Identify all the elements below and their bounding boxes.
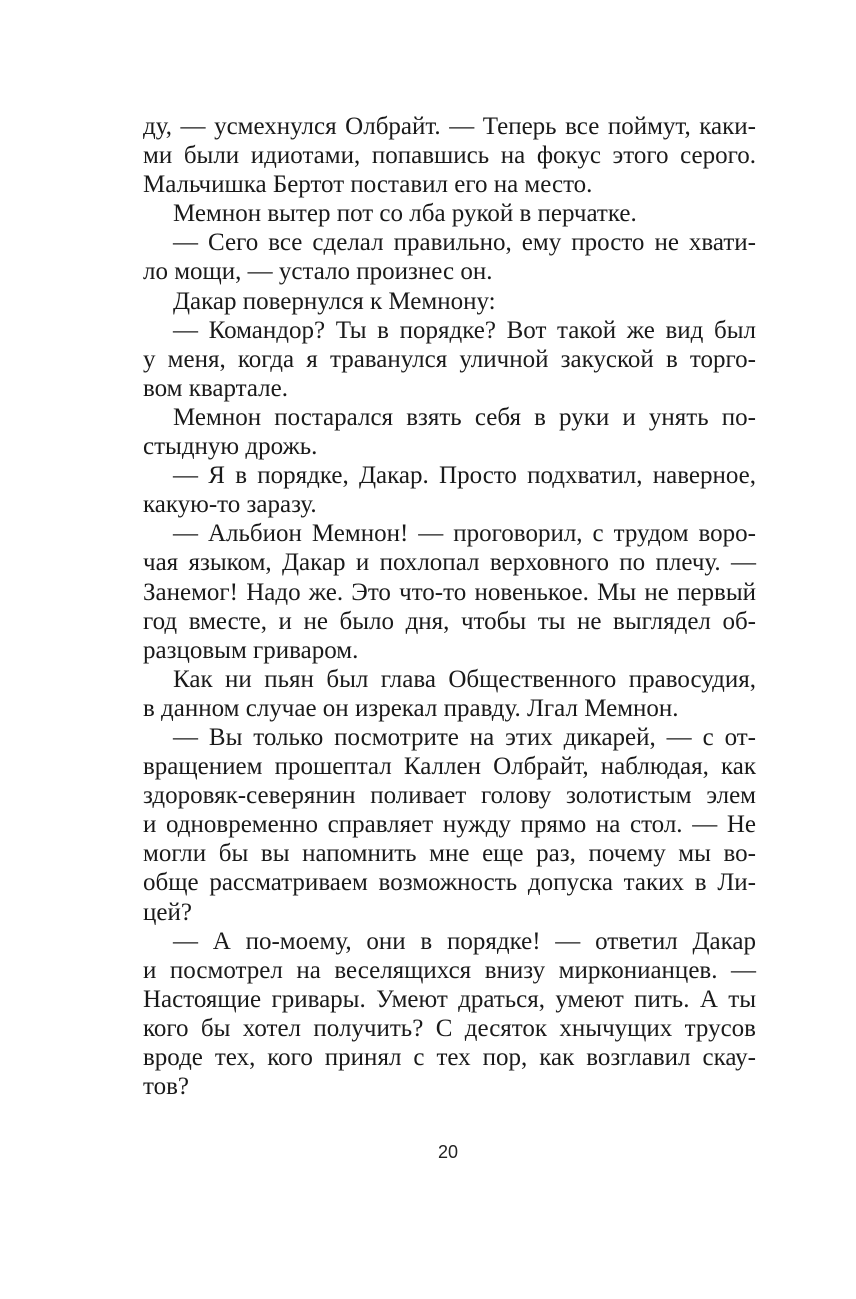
text-line: и посмотрел на веселящихся внизу мирконианцев. — [143, 956, 756, 984]
text-line: вом квартале. [143, 374, 288, 402]
text-line: в данном случае он изрекал правду. Лгал Мемнон. [143, 694, 679, 722]
text-line: — Сего все сделал правильно, ему просто не хвати- [173, 229, 756, 257]
text-line: Дакар повернулся к Мемнону: [173, 287, 496, 315]
text-line: вроде тех, кого принял с тех пор, как возглавил скау- [143, 1044, 756, 1071]
text-line: обще рассматриваем возможность допуска таких в Ли- [143, 869, 756, 897]
text-line: — Командор? Ты в порядке? Вот такой же вид был [173, 316, 756, 344]
text-line: ми были идиотами, попавшись на фокус этого серого. [143, 142, 756, 170]
text-line: какую-то заразу. [143, 491, 317, 519]
text-line: стыдную дрожь. [143, 433, 318, 461]
text-line: Занемог! Надо же. Это что-то новенькое. Мы не первый [143, 578, 756, 606]
text-line: Мемнон вытер пот со лба рукой в перчатке. [173, 200, 637, 228]
text-line: здоровяк-северянин поливает голову золотистым элем [143, 782, 756, 810]
text-line: чая языком, Дакар и похлопал верховного по плечу. — [143, 549, 756, 577]
text-line: вращением прошептал Каллен Олбрайт, наблюдая, как [143, 753, 756, 781]
page-number: 20 [437, 1142, 459, 1162]
body-text [143, 112, 756, 1101]
text-line: Настоящие гривары. Умеют драться, умеют пить. А ты [143, 985, 756, 1013]
text-line: кого бы хотел получить? С десяток хнычущих трусов [143, 1014, 756, 1042]
text-line: ду, — усмехнулся Олбрайт. — Теперь все поймут, каки- [143, 113, 756, 140]
text-line: Как ни пьян был глава Общественного правосудия, [173, 665, 756, 693]
text-line: разцовым гриваром. [143, 636, 359, 664]
text-line: тов? [143, 1073, 189, 1101]
text-line: у меня, когда я траванулся уличной закуской в торго- [143, 345, 756, 373]
text-line: и одновременно справляет нужду прямо на стол. — Не [143, 811, 756, 839]
text-line: ло мощи, — устало произнес он. [143, 258, 493, 286]
text-line: могли бы вы напомнить мне еще раз, почему мы во- [143, 840, 756, 868]
text-line: Мемнон постарался взять себя в руки и унять по- [173, 403, 756, 431]
text-line: — Вы только посмотрите на этих дикарей, — с от- [173, 723, 756, 751]
text-line: — Альбион Мемнон! — проговорил, с трудом воро- [173, 520, 756, 548]
text-line: — А по-моему, они в порядке! — ответил Дакар [173, 927, 756, 955]
text-line: год вместе, и не было дня, чтобы ты не выглядел об- [143, 607, 756, 635]
text-line: цей? [143, 898, 192, 926]
text-line: — Я в порядке, Дакар. Просто подхватил, наверное, [173, 462, 756, 490]
text-line: Мальчишка Бертот поставил его на место. [143, 171, 593, 199]
